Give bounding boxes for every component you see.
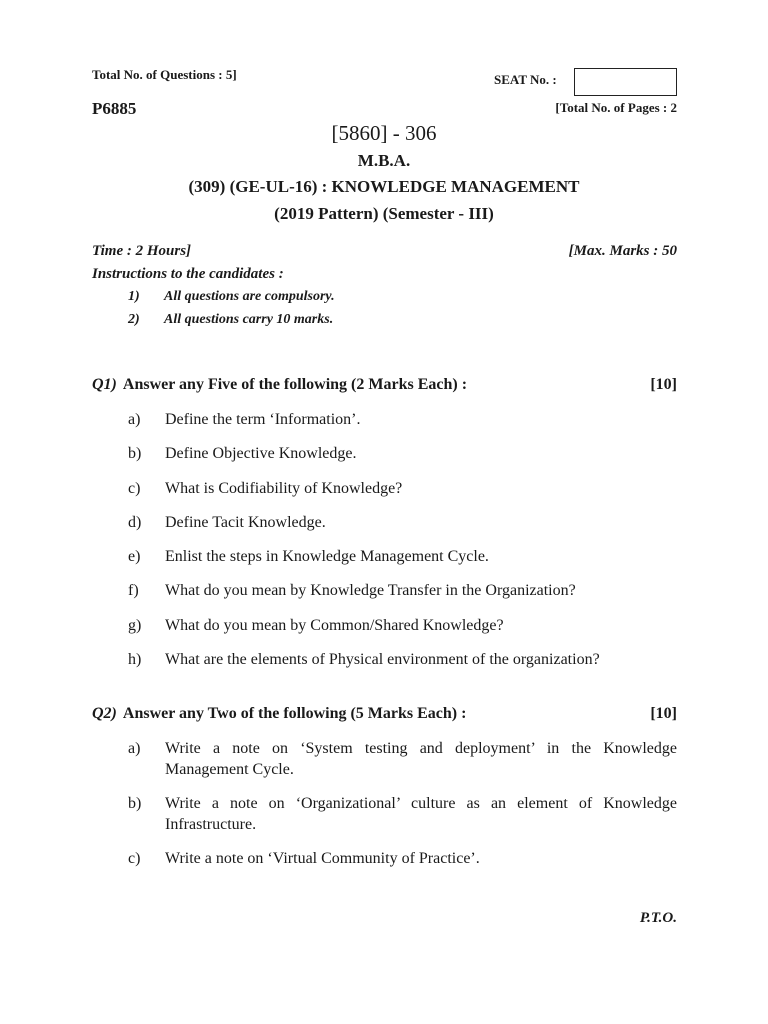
question-item bbox=[128, 580, 677, 601]
item-letter: b) bbox=[128, 795, 142, 812]
page-turn-over: P.T.O. bbox=[639, 910, 677, 926]
exam-code: [5860] - 306 bbox=[331, 121, 437, 145]
item-letter: a) bbox=[128, 411, 141, 428]
instructions-heading: Instructions to the candidates : bbox=[92, 266, 284, 282]
item-text: What is Codifiability of Knowledge? bbox=[165, 480, 403, 497]
question-item bbox=[128, 848, 677, 869]
question-heading bbox=[92, 705, 677, 723]
item-text: What do you mean by Knowledge Transfer in the Organization? bbox=[165, 582, 576, 599]
item-letter: e) bbox=[128, 548, 141, 565]
total-pages: [Total No. of Pages : 2 bbox=[555, 100, 677, 115]
question-item bbox=[128, 649, 677, 670]
question-item bbox=[128, 512, 677, 533]
item-text: Define Objective Knowledge. bbox=[165, 445, 357, 462]
question-title: Answer any Two of the following (5 Marks Each) : bbox=[122, 705, 467, 722]
instruction-number: 2) bbox=[128, 312, 140, 327]
question-heading bbox=[92, 376, 677, 394]
item-letter: d) bbox=[128, 514, 142, 531]
item-letter: a) bbox=[128, 740, 141, 757]
question-number: Q2) bbox=[92, 705, 117, 722]
seat-number-label: SEAT No. : bbox=[494, 72, 557, 87]
pattern-semester: (2019 Pattern) (Semester - III) bbox=[274, 204, 494, 223]
item-text: Define the term ‘Information’. bbox=[165, 411, 361, 428]
degree-title: M.B.A. bbox=[357, 151, 411, 170]
item-letter: c) bbox=[128, 480, 141, 497]
instruction-number: 1) bbox=[128, 289, 140, 304]
question-item bbox=[128, 546, 677, 567]
question-item bbox=[128, 443, 677, 464]
instruction-item bbox=[128, 312, 333, 328]
question-item bbox=[128, 409, 677, 430]
instruction-text: All questions carry 10 marks. bbox=[164, 312, 334, 327]
item-text: What do you mean by Common/Shared Knowledge? bbox=[165, 617, 504, 634]
item-letter: g) bbox=[128, 617, 142, 634]
total-questions: Total No. of Questions : 5] bbox=[92, 67, 237, 82]
item-letter: c) bbox=[128, 850, 141, 867]
item-letter: f) bbox=[128, 582, 139, 599]
subject-title: (309) (GE-UL-16) : KNOWLEDGE MANAGEMENT bbox=[188, 177, 580, 196]
paper-code: P6885 bbox=[92, 99, 137, 118]
max-marks: [Max. Marks : 50 bbox=[568, 243, 677, 259]
question-marks: [10] bbox=[650, 705, 677, 722]
item-text: Write a note on ‘System testing and deployment’ in the Knowledge Management Cycle. bbox=[165, 740, 677, 778]
question-item bbox=[128, 478, 677, 499]
item-text: Write a note on ‘Virtual Community of Practice’. bbox=[165, 850, 480, 867]
item-text: Write a note on ‘Organizational’ culture as an element of Knowledge Infrastructure. bbox=[165, 795, 677, 833]
question-item bbox=[128, 793, 677, 835]
seat-number-box bbox=[574, 68, 677, 96]
question-marks: [10] bbox=[650, 376, 677, 393]
exam-time: Time : 2 Hours] bbox=[92, 243, 192, 259]
item-letter: b) bbox=[128, 445, 142, 462]
question-item bbox=[128, 738, 677, 780]
item-letter: h) bbox=[128, 651, 142, 668]
item-text: Enlist the steps in Knowledge Management Cycle. bbox=[165, 548, 489, 565]
instruction-item bbox=[128, 289, 335, 305]
question-title: Answer any Five of the following (2 Marks Each) : bbox=[122, 376, 468, 393]
question-item bbox=[128, 615, 677, 636]
item-text: Define Tacit Knowledge. bbox=[165, 514, 326, 531]
instruction-text: All questions are compulsory. bbox=[164, 289, 335, 304]
item-text: What are the elements of Physical environment of the organization? bbox=[165, 651, 600, 668]
question-number: Q1) bbox=[92, 376, 117, 393]
